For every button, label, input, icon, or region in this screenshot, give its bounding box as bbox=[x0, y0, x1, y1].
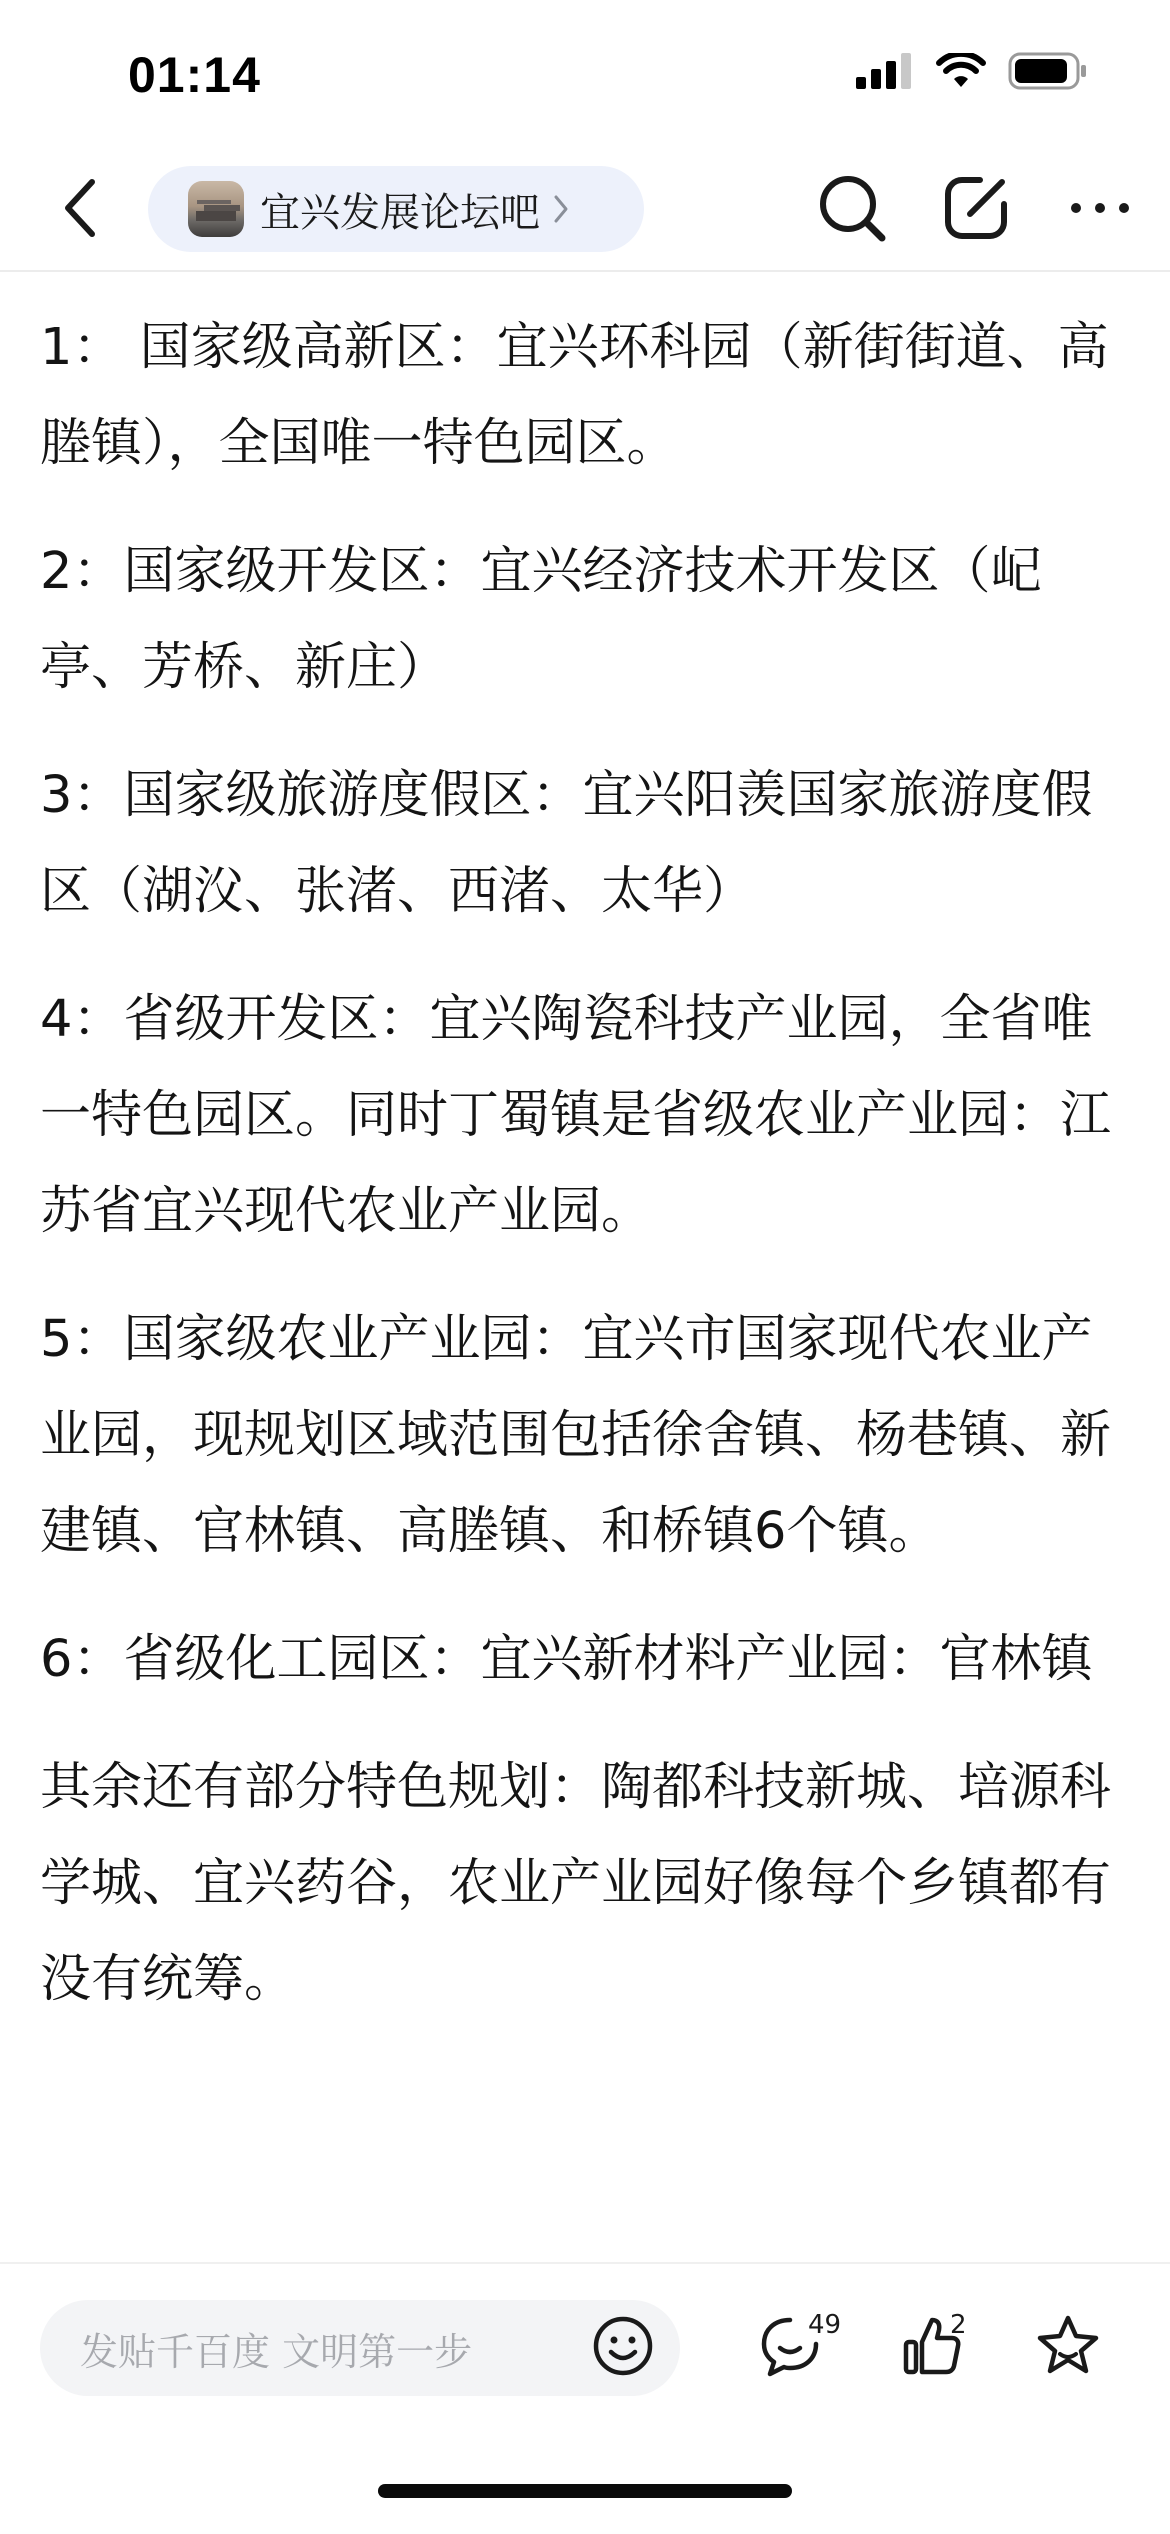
back-button[interactable] bbox=[40, 170, 120, 250]
nav-actions bbox=[768, 170, 1140, 250]
wifi-icon bbox=[936, 53, 986, 93]
comment-count: 49 bbox=[808, 2310, 842, 2340]
home-indicator bbox=[378, 2484, 792, 2498]
comment-button[interactable] bbox=[742, 2300, 842, 2396]
post-paragraph: 3：国家级旅游度假区：宜兴阳羡国家旅游度假区（湖㳇、张渚、西渚、太华） bbox=[40, 766, 1093, 921]
like-count: 2 bbox=[950, 2310, 967, 2340]
comment-input[interactable] bbox=[40, 2300, 680, 2396]
emoji-icon bbox=[591, 2314, 655, 2382]
more-icon bbox=[1068, 200, 1132, 220]
post-paragraph: 5：国家级农业产业园：宜兴市国家现代农业产业园，现规划区域范围包括徐舍镇、杨巷镇、新建镇、官林镇、高塍镇、和桥镇6个镇。 bbox=[40, 1310, 1112, 1561]
chevron-left-icon bbox=[60, 176, 100, 244]
status-icons bbox=[856, 52, 1088, 94]
edit-icon bbox=[940, 172, 1012, 248]
post-paragraph: 2：国家级开发区：宜兴经济技术开发区（屺亭、芳桥、新庄） bbox=[40, 542, 1042, 697]
status-bar bbox=[0, 0, 1170, 150]
like-button[interactable] bbox=[884, 2300, 980, 2396]
comment-placeholder: 发贴千百度 文明第一步 bbox=[80, 2329, 473, 2374]
post-paragraph: 其余还有部分特色规划：陶都科技新城、培源科学城、宜兴药谷，农业产业园好像每个乡镇都有没有统筹。 bbox=[40, 1758, 1112, 2009]
forum-link[interactable] bbox=[148, 166, 644, 252]
emoji-button[interactable] bbox=[590, 2315, 656, 2381]
nav-bar bbox=[0, 150, 1170, 272]
star-icon bbox=[1034, 2312, 1102, 2384]
post-paragraph: 6：省级化工园区：宜兴新材料产业园：官林镇 bbox=[40, 1630, 1093, 1689]
post-content bbox=[40, 300, 1140, 2060]
edit-button[interactable] bbox=[936, 170, 1016, 250]
search-icon bbox=[816, 172, 888, 248]
post-paragraph: 1： 国家级高新区：宜兴环科园（新街街道、高塍镇），全国唯一特色园区。 bbox=[40, 318, 1109, 473]
forum-avatar bbox=[188, 181, 244, 237]
search-button[interactable] bbox=[812, 170, 892, 250]
status-time: 01:14 bbox=[128, 47, 261, 103]
chevron-right-icon bbox=[552, 193, 570, 225]
cellular-signal-icon bbox=[856, 53, 914, 93]
battery-icon bbox=[1008, 52, 1088, 94]
post-paragraph: 4：省级开发区：宜兴陶瓷科技产业园，全省唯一特色园区。同时丁蜀镇是省级农业产业园：江苏省宜兴现代农业产业园。 bbox=[40, 990, 1112, 1241]
favorite-button[interactable] bbox=[1020, 2300, 1116, 2396]
more-button[interactable] bbox=[1060, 170, 1140, 250]
forum-name: 宜兴发展论坛吧 bbox=[260, 189, 540, 236]
